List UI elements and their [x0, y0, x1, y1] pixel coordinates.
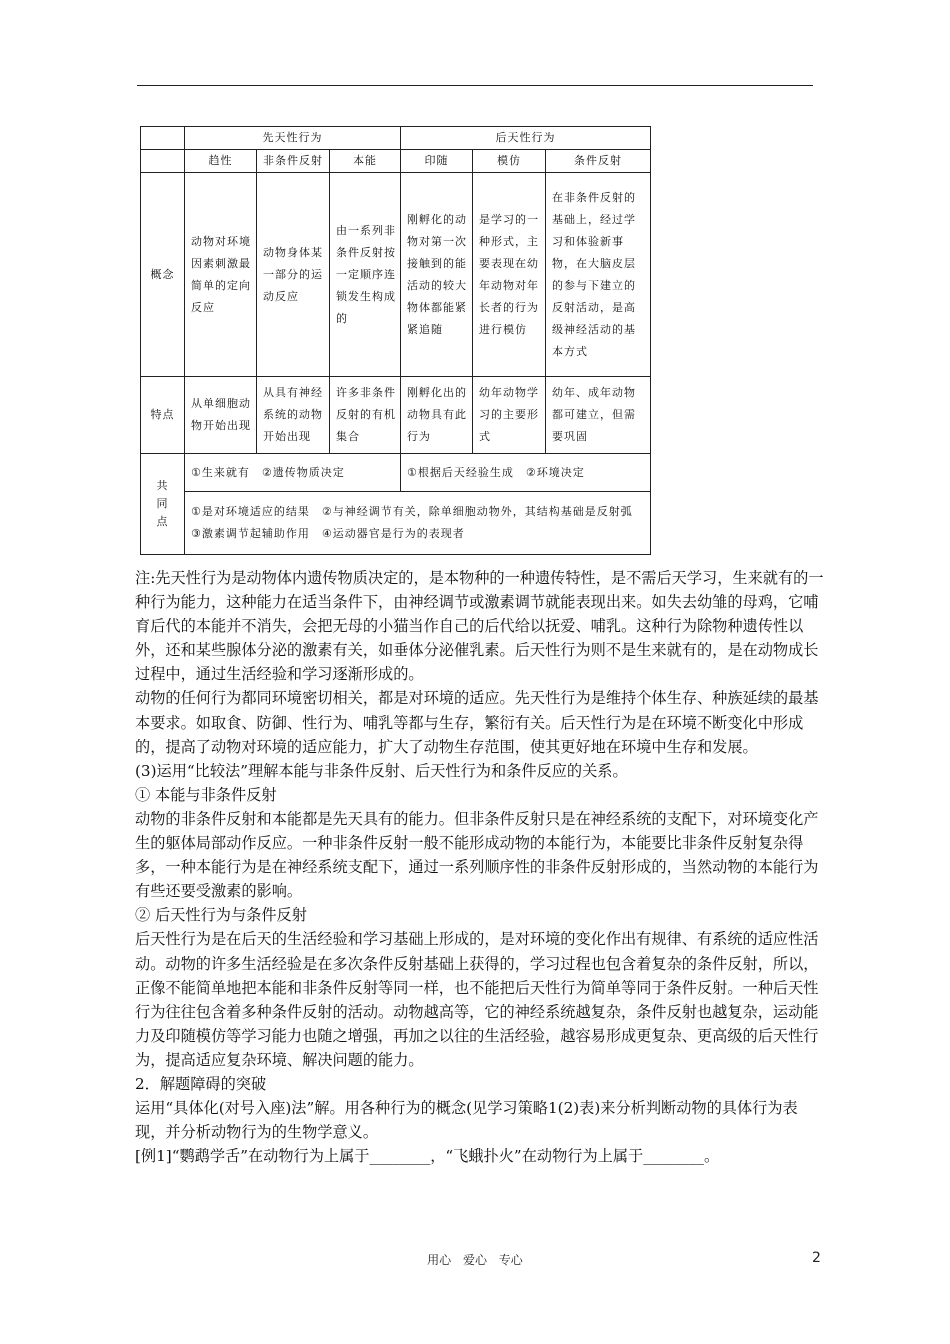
paragraph: 后天性行为是在后天的生活经验和学习基础上形成的，是对环境的变化作出有规律、有系统的适应性活动。动物的许多生活经验是在多次条件反射基础上获得的，学习过程也包含着复杂的条件反射，所以，正像不能简单地把本能和非条件反射等同一样，也不能把后天性行为简单等同于条件反射。一种后天性行为往往包含着多种条件反射的活动。动物越高等，它的神经系统越复杂，条件反射也越复杂，运动能力及印随模仿等学习能力也随之增强，再加之以往的生活经验，越容易形成更复杂、更高级的后天性行为，提高适应复杂环境、解决问题的能力。: [135, 930, 819, 1069]
concept-cell: 在非条件反射的基础上，经过学习和体验新事物，在大脑皮层的参与下建立的反射活动，是高级神经活动的基本方式: [546, 173, 651, 377]
table-group-header-row: [141, 127, 651, 150]
feature-cell: 从具有神经系统的动物开始出现: [257, 377, 330, 454]
body-text: [135, 566, 825, 1168]
column-header: 非条件反射: [257, 150, 330, 173]
feature-cell: 刚孵化出的动物具有此行为: [401, 377, 473, 454]
column-header: 条件反射: [546, 150, 651, 173]
common-learned-cell: ①根据后天经验生成 ②环境决定: [401, 454, 651, 492]
table-corner-cell: [141, 150, 185, 173]
common-row-2: [141, 492, 651, 555]
innate-group-header: 先天性行为: [185, 127, 401, 150]
feature-cell: 幼年动物学习的主要形式: [473, 377, 546, 454]
common-all-cell: ①是对环境适应的结果 ②与神经调节有关，除单细胞动物外，其结构基础是反射弧 ③激素调节起辅助作用 ④运动器官是行为的表现者: [185, 492, 651, 555]
behavior-comparison-table: [140, 126, 651, 555]
feature-cell: 幼年、成年动物都可建立，但需要巩固: [546, 377, 651, 454]
row-label: 共同点: [141, 454, 185, 555]
row-label: 概念: [141, 173, 185, 377]
footer-slogan: 用心 爱心 专心: [427, 1253, 523, 1267]
column-header: 模仿: [473, 150, 546, 173]
feature-cell: 许多非条件反射的有机集合: [330, 377, 401, 454]
example-question: [例1]“鹦鹉学舌”在动物行为上属于________，“飞蛾扑火”在动物行为上属于________。: [135, 1147, 720, 1166]
column-header: 趋性: [185, 150, 257, 173]
subheading: ② 后天性行为与条件反射: [135, 906, 307, 925]
feature-row: [141, 377, 651, 454]
section-heading: 2．解题障碍的突破: [135, 1074, 267, 1093]
table-corner-cell: [141, 127, 185, 150]
paragraph: 注:先天性行为是动物体内遗传物质决定的，是本物种的一种遗传特性，是不需后天学习，生来就有的一种行为能力，这种能力在适当条件下，由神经调节或激素调节就能表现出来。如失去幼雏的母鸡，它哺育后代的本能并不消失，会把无母的小猫当作自己的后代给以抚爱、哺乳。这种行为除物种遗传性以外，还和某些腺体分泌的激素有关，如垂体分泌催乳素。后天性行为则不是生来就有的，是在动物成长过程中，通过生活经验和学习逐渐形成的。: [135, 569, 824, 684]
paragraph: 动物的任何行为都同环境密切相关，都是对环境的适应。先天性行为是维持个体生存、种族延续的最基本要求。如取食、防御、性行为、哺乳等都与生存，繁衍有关。后天性行为是在环境不断变化中形成的，提高了动物对环境的适应能力，扩大了动物生存范围，使其更好地在环境中生存和发展。: [135, 689, 819, 756]
concept-cell: 动物身体某一部分的运动反应: [257, 173, 330, 377]
paragraph: 运用“具体化(对号入座)法”解。用各种行为的概念(见学习策略1(2)表)来分析判断动物的具体行为表现，并分析动物行为的生物学意义。: [135, 1099, 798, 1142]
table-column-header-row: [141, 150, 651, 173]
header-rule: [137, 85, 813, 86]
column-header: 印随: [401, 150, 473, 173]
page-number: 2: [812, 1250, 821, 1266]
learned-group-header: 后天性行为: [401, 127, 651, 150]
paragraph: 动物的非条件反射和本能都是先天具有的能力。但非条件反射只是在神经系统的支配下，对环境变化产生的躯体局部动作反应。一种非条件反射一般不能形成动物的本能行为，本能要比非条件反射复杂得多，一种本能行为是在神经系统支配下，通过一系列顺序性的非条件反射形成的，当然动物的本能行为有些还要受激素的影响。: [135, 809, 819, 901]
concept-cell: 动物对环境因素刺激最简单的定向反应: [185, 173, 257, 377]
common-row-1: [141, 454, 651, 492]
concept-cell: 刚孵化的动物对第一次接触到的能活动的较大物体都能紧紧追随: [401, 173, 473, 377]
column-header: 本能: [330, 150, 401, 173]
concept-row: [141, 173, 651, 377]
common-innate-cell: ①生来就有 ②遗传物质决定: [185, 454, 401, 492]
paragraph: (3)运用“比较法”理解本能与非条件反射、后天性行为和条件反应的关系。: [135, 761, 628, 780]
feature-cell: 从单细胞动物开始出现: [185, 377, 257, 454]
concept-cell: 由一系列非条件反射按一定顺序连锁发生构成的: [330, 173, 401, 377]
concept-cell: 是学习的一种形式，主要表现在幼年动物对年长者的行为进行模仿: [473, 173, 546, 377]
subheading: ① 本能与非条件反射: [135, 785, 277, 804]
row-label: 特点: [141, 377, 185, 454]
